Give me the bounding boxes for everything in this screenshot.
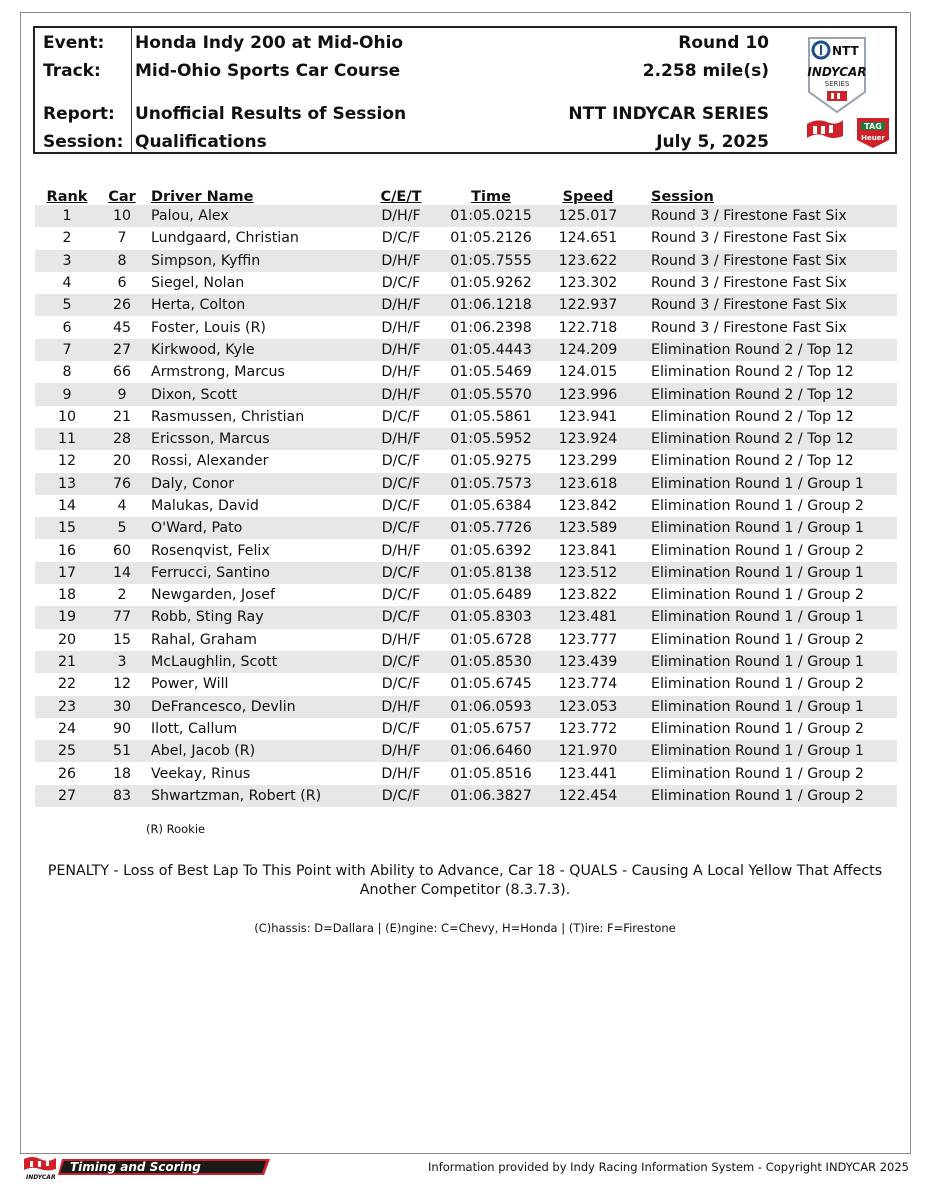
- cell-rank: 19: [35, 606, 99, 628]
- cell-time: 01:06.2398: [450, 319, 532, 336]
- cell-car: 83: [99, 785, 145, 807]
- cell-time: 01:05.6745: [450, 676, 532, 693]
- cell-cet: D/C/F: [363, 517, 439, 539]
- cell-car: 10: [99, 205, 145, 227]
- cell-rank: 13: [35, 473, 99, 495]
- cell-time: 01:05.5570: [439, 383, 543, 405]
- col-car: Car: [108, 189, 136, 205]
- table-row: [35, 539, 897, 561]
- cell-rank: 7: [35, 339, 99, 361]
- cell-car: 20: [112, 453, 132, 470]
- table-row: [35, 629, 897, 651]
- cell-cet: D/C/F: [363, 651, 439, 673]
- table-row: [35, 250, 897, 272]
- cell-time: 01:06.0593: [439, 696, 543, 718]
- cell-driver: O'Ward, Pato: [145, 517, 363, 539]
- cell-cet: D/H/F: [381, 364, 421, 381]
- cell-time: 01:06.3827: [439, 785, 543, 807]
- cell-rank: 18: [57, 587, 77, 604]
- table-row: [35, 606, 897, 628]
- cell-rank: 26: [57, 765, 77, 782]
- cell-car: 26: [99, 294, 145, 316]
- session-date: July 5, 2025: [656, 132, 769, 152]
- cell-driver: Malukas, David: [151, 498, 259, 514]
- cell-time: 01:05.7555: [439, 250, 543, 272]
- cell-driver: Rossi, Alexander: [151, 453, 269, 470]
- cell-car: 15: [112, 631, 132, 648]
- cell-car: 30: [99, 696, 145, 718]
- cell-cet: D/H/F: [381, 631, 421, 648]
- report-row: [35, 100, 895, 128]
- cell-time: 01:06.6460: [439, 740, 543, 762]
- table-row: [35, 762, 897, 784]
- cell-rank: 27: [35, 785, 99, 807]
- round-value: Round 10: [678, 33, 769, 53]
- cell-speed: 123.441: [558, 765, 618, 782]
- cell-session: Elimination Round 1 / Group 1: [633, 562, 897, 584]
- cell-speed: 123.481: [543, 606, 633, 628]
- cell-driver: Lundgaard, Christian: [151, 230, 299, 247]
- timing-scoring-text: Timing and Scoring: [70, 1160, 201, 1174]
- cell-session: Elimination Round 1 / Group 1: [633, 473, 897, 495]
- event-label: Event:: [43, 33, 105, 53]
- cell-speed: 123.512: [543, 562, 633, 584]
- cell-car: 4: [117, 498, 127, 514]
- cell-driver: Newgarden, Josef: [151, 587, 275, 604]
- cell-time: 01:05.9275: [450, 453, 532, 470]
- table-row: [35, 272, 897, 294]
- table-row: [35, 294, 897, 316]
- cell-car: 3: [99, 651, 145, 673]
- rookie-note: (R) Rookie: [146, 822, 206, 836]
- series-name: NTT INDYCAR SERIES: [568, 104, 769, 124]
- cell-rank: 8: [62, 364, 72, 381]
- cell-time: 01:05.6489: [450, 587, 532, 604]
- table-row: [35, 450, 897, 472]
- col-rank: Rank: [46, 189, 88, 205]
- cell-car: 7: [117, 230, 127, 247]
- cell-driver: Dixon, Scott: [145, 383, 363, 405]
- cell-time: 01:05.8530: [439, 651, 543, 673]
- cell-speed: 124.015: [558, 364, 618, 381]
- cell-session: Round 3 / Firestone Fast Six: [651, 319, 847, 336]
- cell-cet: D/H/F: [363, 428, 439, 450]
- cell-driver: Siegel, Nolan: [151, 275, 245, 292]
- cell-rank: 3: [35, 250, 99, 272]
- cell-session: Elimination Round 1 / Group 2: [651, 720, 864, 737]
- table-row: [35, 227, 897, 249]
- cell-session: Elimination Round 1 / Group 2: [633, 785, 897, 807]
- cell-rank: 10: [57, 408, 77, 425]
- cell-session: Elimination Round 1 / Group 1: [633, 651, 897, 673]
- cet-legend: (C)hassis: D=Dallara | (E)ngine: C=Chevy, H=Honda | (T)ire: F=Firestone: [254, 921, 676, 935]
- cell-driver: Ericsson, Marcus: [145, 428, 363, 450]
- cell-rank: 2: [62, 230, 72, 247]
- cell-speed: 123.053: [543, 696, 633, 718]
- cell-speed: 123.618: [543, 473, 633, 495]
- cell-session: Elimination Round 2 / Top 12: [651, 453, 854, 470]
- cell-rank: 22: [57, 676, 77, 693]
- cell-session: Elimination Round 1 / Group 2: [651, 542, 864, 559]
- cell-driver: Ferrucci, Santino: [145, 562, 363, 584]
- cell-time: 01:05.8516: [450, 765, 532, 782]
- cell-speed: 123.772: [558, 720, 618, 737]
- cell-car: 8: [99, 250, 145, 272]
- cell-session: Elimination Round 1 / Group 2: [651, 587, 864, 604]
- cell-driver: DeFrancesco, Devlin: [145, 696, 363, 718]
- cell-session: Elimination Round 2 / Top 12: [651, 364, 854, 381]
- footer-indycar-text: INDYCAR: [26, 1174, 56, 1181]
- cell-time: 01:05.6392: [450, 542, 532, 559]
- col-cet: C/E/T: [380, 189, 422, 205]
- cell-driver: Armstrong, Marcus: [151, 364, 285, 381]
- cell-cet: D/H/F: [363, 339, 439, 361]
- cell-driver: Abel, Jacob (R): [145, 740, 363, 762]
- cell-speed: 123.924: [543, 428, 633, 450]
- indycar-logo-text: INDYCAR: [807, 65, 867, 79]
- cell-cet: D/H/F: [381, 319, 421, 336]
- table-row: [35, 785, 897, 807]
- table-row: [35, 673, 897, 695]
- cell-driver: Simpson, Kyffin: [145, 250, 363, 272]
- cell-cet: D/C/F: [363, 606, 439, 628]
- col-session: Session: [651, 189, 714, 205]
- table-row: [35, 651, 897, 673]
- cell-rank: 23: [35, 696, 99, 718]
- cell-time: 01:06.1218: [439, 294, 543, 316]
- cell-driver: Kirkwood, Kyle: [145, 339, 363, 361]
- indycar-flag-logo: [803, 116, 847, 146]
- cell-car: 21: [112, 408, 132, 425]
- cell-speed: 122.937: [543, 294, 633, 316]
- cell-speed: 123.302: [558, 275, 618, 292]
- cell-session: Elimination Round 1 / Group 2: [651, 498, 864, 514]
- table-row: [35, 361, 897, 383]
- cell-rank: 1: [35, 205, 99, 227]
- cell-car: 6: [117, 275, 127, 292]
- cell-time: 01:05.2126: [450, 230, 532, 247]
- cell-driver: Shwartzman, Robert (R): [145, 785, 363, 807]
- cell-cet: D/H/F: [381, 765, 421, 782]
- cell-driver: Daly, Conor: [145, 473, 363, 495]
- cell-car: 66: [112, 364, 132, 381]
- cell-cet: D/C/F: [381, 275, 421, 292]
- track-row: [35, 57, 895, 85]
- cell-car: 9: [99, 383, 145, 405]
- cell-driver: Ilott, Callum: [151, 720, 238, 737]
- track-label: Track:: [43, 61, 101, 81]
- cell-speed: 122.718: [558, 319, 618, 336]
- report-header: [33, 26, 897, 154]
- cell-session: Elimination Round 2 / Top 12: [651, 408, 854, 425]
- cell-rank: 25: [35, 740, 99, 762]
- cell-session: Elimination Round 1 / Group 2: [651, 631, 864, 648]
- results-body: [35, 205, 897, 807]
- cell-rank: 24: [57, 720, 77, 737]
- table-row: [35, 406, 897, 428]
- cell-time: 01:05.8303: [439, 606, 543, 628]
- cell-speed: 123.439: [543, 651, 633, 673]
- cell-time: 01:05.6728: [450, 631, 532, 648]
- cell-session: Round 3 / Firestone Fast Six: [651, 230, 847, 247]
- cell-time: 01:05.9262: [450, 275, 532, 292]
- table-row: [35, 339, 897, 361]
- cell-car: 28: [99, 428, 145, 450]
- cell-session: Round 3 / Firestone Fast Six: [633, 205, 897, 227]
- cell-driver: McLaughlin, Scott: [145, 651, 363, 673]
- cell-car: 14: [99, 562, 145, 584]
- event-row: [35, 29, 895, 57]
- cell-time: 01:05.0215: [439, 205, 543, 227]
- cell-session: Elimination Round 1 / Group 2: [651, 765, 864, 782]
- table-row: [35, 495, 897, 517]
- cell-cet: D/C/F: [381, 230, 421, 247]
- cell-car: 2: [117, 587, 127, 604]
- session-row: [35, 128, 895, 156]
- table-header-row: [35, 181, 897, 205]
- cell-speed: 124.209: [543, 339, 633, 361]
- cell-cet: D/H/F: [363, 383, 439, 405]
- results-table: [35, 181, 897, 807]
- cell-cet: D/C/F: [363, 473, 439, 495]
- cell-speed: 123.777: [558, 631, 618, 648]
- cell-cet: D/H/F: [363, 205, 439, 227]
- cell-driver: Power, Will: [151, 676, 229, 693]
- cell-driver: Rahal, Graham: [151, 631, 257, 648]
- table-row: [35, 562, 897, 584]
- cell-rank: 5: [35, 294, 99, 316]
- cell-driver: Rasmussen, Christian: [151, 408, 305, 425]
- cell-session: Round 3 / Firestone Fast Six: [633, 294, 897, 316]
- report-label: Report:: [43, 104, 115, 124]
- ntt-logo-text: NTT: [832, 44, 859, 58]
- track-length: 2.258 mile(s): [642, 61, 769, 81]
- ntt-indycar-series-logo: [803, 32, 871, 116]
- cell-session: Elimination Round 1 / Group 1: [633, 740, 897, 762]
- cell-cet: D/H/F: [363, 740, 439, 762]
- cell-rank: 6: [62, 319, 72, 336]
- cell-time: 01:05.8138: [439, 562, 543, 584]
- cell-car: 76: [99, 473, 145, 495]
- cell-car: 27: [99, 339, 145, 361]
- cell-rank: 14: [57, 498, 77, 514]
- table-row: [35, 473, 897, 495]
- copyright-info: Information provided by Indy Racing Information System - Copyright INDYCAR 2025: [428, 1160, 909, 1174]
- col-driver: Driver Name: [151, 189, 254, 205]
- cell-rank: 15: [35, 517, 99, 539]
- tag-logo-text: TAG: [864, 122, 882, 131]
- cell-speed: 123.842: [558, 498, 618, 514]
- cell-session: Elimination Round 1 / Group 2: [651, 676, 864, 693]
- cell-speed: 123.841: [558, 542, 618, 559]
- cell-cet: D/C/F: [381, 676, 421, 693]
- cell-car: 77: [99, 606, 145, 628]
- session-label: Session:: [43, 132, 124, 152]
- cell-time: 01:05.4443: [439, 339, 543, 361]
- cell-session: Round 3 / Firestone Fast Six: [651, 275, 847, 292]
- cell-time: 01:05.5952: [439, 428, 543, 450]
- cell-time: 01:05.5469: [450, 364, 532, 381]
- cell-speed: 123.941: [558, 408, 618, 425]
- penalty-note: PENALTY - Loss of Best Lap To This Point with Ability to Advance, Car 18 - QUALS - Causing A Local Yellow That Affects Another Competitor (8.3.7.3).: [47, 863, 883, 898]
- cell-cet: D/C/F: [381, 453, 421, 470]
- table-row: [35, 383, 897, 405]
- cell-driver: Herta, Colton: [145, 294, 363, 316]
- cell-cet: D/C/F: [381, 587, 421, 604]
- series-logo-text: SERIES: [824, 80, 850, 88]
- cell-time: 01:05.7726: [439, 517, 543, 539]
- cell-cet: D/C/F: [363, 562, 439, 584]
- cell-time: 01:05.6384: [450, 498, 532, 514]
- cell-session: Round 3 / Firestone Fast Six: [633, 250, 897, 272]
- cell-speed: 123.996: [543, 383, 633, 405]
- cell-car: 18: [112, 765, 132, 782]
- table-row: [35, 696, 897, 718]
- cell-car: 90: [112, 720, 132, 737]
- cell-session: Elimination Round 2 / Top 12: [633, 339, 897, 361]
- cell-cet: D/H/F: [363, 294, 439, 316]
- cell-cet: D/H/F: [363, 696, 439, 718]
- cell-time: 01:05.7573: [439, 473, 543, 495]
- cell-session: Elimination Round 1 / Group 1: [633, 696, 897, 718]
- cell-cet: D/C/F: [381, 498, 421, 514]
- table-row: [35, 718, 897, 740]
- cell-driver: Veekay, Rinus: [151, 765, 251, 782]
- cell-speed: 123.774: [558, 676, 618, 693]
- cell-rank: 16: [57, 542, 77, 559]
- cell-rank: 4: [62, 275, 72, 292]
- cell-car: 60: [112, 542, 132, 559]
- cell-speed: 122.454: [543, 785, 633, 807]
- cell-rank: 17: [35, 562, 99, 584]
- cell-rank: 11: [35, 428, 99, 450]
- cell-rank: 21: [35, 651, 99, 673]
- event-value: Honda Indy 200 at Mid-Ohio: [135, 33, 404, 53]
- cell-session: Elimination Round 2 / Top 12: [633, 428, 897, 450]
- session-value: Qualifications: [135, 132, 267, 152]
- cell-session: Elimination Round 2 / Top 12: [633, 383, 897, 405]
- cell-time: 01:05.6757: [450, 720, 532, 737]
- table-row: [35, 584, 897, 606]
- tag-heuer-logo: [855, 114, 891, 150]
- cell-car: 51: [99, 740, 145, 762]
- cell-cet: D/C/F: [381, 720, 421, 737]
- cell-driver: Rosenqvist, Felix: [151, 542, 270, 559]
- table-row: [35, 205, 897, 227]
- cell-car: 5: [99, 517, 145, 539]
- col-time: Time: [471, 189, 511, 205]
- cell-speed: 123.622: [543, 250, 633, 272]
- cell-speed: 121.970: [543, 740, 633, 762]
- table-row: [35, 517, 897, 539]
- cell-speed: 125.017: [543, 205, 633, 227]
- cell-speed: 123.589: [543, 517, 633, 539]
- cell-cet: D/H/F: [363, 250, 439, 272]
- cell-driver: Palou, Alex: [145, 205, 363, 227]
- cell-driver: Foster, Louis (R): [151, 319, 266, 336]
- report-value: Unofficial Results of Session: [135, 104, 407, 124]
- cell-cet: D/C/F: [381, 408, 421, 425]
- cell-speed: 124.651: [558, 230, 618, 247]
- table-row: [35, 740, 897, 762]
- cell-driver: Robb, Sting Ray: [145, 606, 363, 628]
- cell-rank: 20: [57, 631, 77, 648]
- table-row: [35, 428, 897, 450]
- cell-speed: 123.299: [558, 453, 618, 470]
- table-row: [35, 316, 897, 338]
- cell-speed: 123.822: [558, 587, 618, 604]
- cell-session: Elimination Round 1 / Group 1: [633, 517, 897, 539]
- cell-time: 01:05.5861: [450, 408, 532, 425]
- heuer-logo-text: Heuer: [861, 134, 885, 142]
- cell-cet: D/C/F: [363, 785, 439, 807]
- cell-car: 45: [112, 319, 132, 336]
- timing-scoring-logo: [22, 1155, 272, 1181]
- cell-rank: 12: [57, 453, 77, 470]
- col-speed: Speed: [562, 189, 614, 205]
- cell-cet: D/H/F: [381, 542, 421, 559]
- cell-rank: 9: [35, 383, 99, 405]
- cell-car: 12: [112, 676, 132, 693]
- track-value: Mid-Ohio Sports Car Course: [135, 61, 401, 81]
- cell-session: Elimination Round 1 / Group 1: [633, 606, 897, 628]
